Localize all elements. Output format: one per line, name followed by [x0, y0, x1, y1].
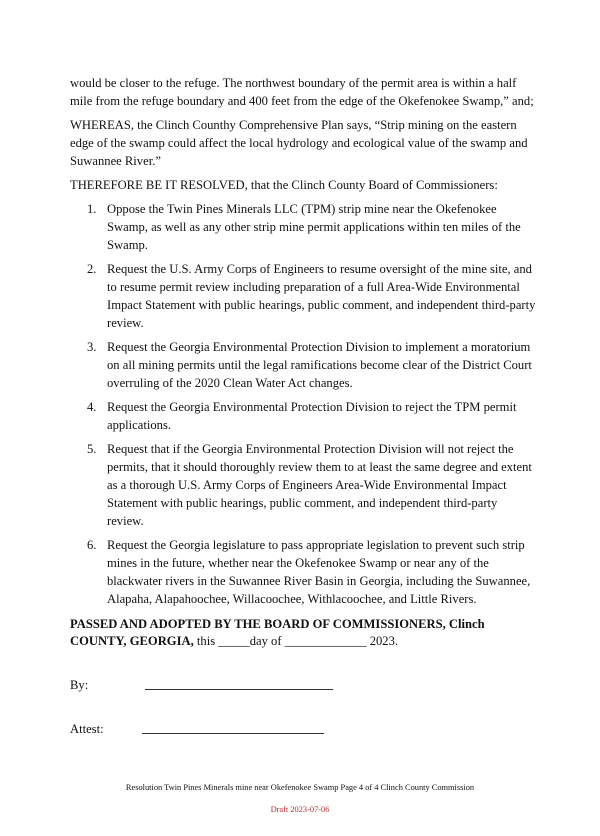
list-item: [70, 398, 536, 434]
item-number: 1.: [87, 202, 97, 216]
passed-bold: PASSED AND ADOPTED BY THE BOARD OF COMMISSIONERS, Clinch COUNTY, GEORGIA,: [70, 617, 485, 648]
item-text: Oppose the Twin Pines Minerals LLC (TPM) strip mine near the Okefenokee Swamp, as well as any other strip mine permit applications within ten miles of the Swamp.: [107, 202, 521, 252]
list-item: [70, 338, 536, 392]
item-text: Request the Georgia Environmental Protection Division to reject the TPM permit applications.: [107, 400, 517, 432]
item-text: Request the Georgia Environmental Protection Division to implement a moratorium on all mining permits until the legal ramifications become clear of the District Court overruling of the 2020 Clean Water Act changes.: [107, 340, 532, 390]
item-number: 6.: [87, 538, 97, 552]
therefore-paragraph: THEREFORE BE IT RESOLVED, that the Clinch County Board of Commissioners:: [70, 178, 498, 192]
document-body: [70, 0, 536, 836]
item-number: 4.: [87, 400, 97, 414]
page-footer: Resolution Twin Pines Minerals mine near Okefenokee Swamp Page 4 of 4 Clinch County Commission: [125, 783, 475, 792]
passed-adopted-statement: [70, 616, 536, 650]
attest-signature-line: [142, 733, 324, 734]
item-number: 2.: [87, 262, 97, 276]
by-label: By:: [70, 678, 89, 692]
draft-label: Draft 2023-07-06: [270, 805, 330, 814]
list-item: [70, 440, 536, 530]
by-signature-row: [70, 676, 536, 694]
by-signature-line: [145, 689, 333, 690]
list-item: [70, 536, 536, 608]
list-item: [70, 200, 536, 254]
intro-paragraph: would be closer to the refuge. The northwest boundary of the permit area is within a half mile from the refuge boundary and 400 feet from the edge of the Okefenokee Swamp,” and;: [70, 76, 534, 108]
resolution-list: [70, 200, 536, 608]
item-text: Request the Georgia legislature to pass appropriate legislation to prevent such strip mines in the future, whether near the Okefenokee Swamp or near any of the blackwater rivers in the Suwannee River Basin in Georgia, including the Suwannee, Alapaha, Alapahoochee, Willacoochee, Withlacoochee, and Little Rivers.: [107, 538, 531, 606]
passed-rest: this _____day of _____________ 2023.: [193, 634, 399, 648]
attest-label: Attest:: [70, 722, 104, 736]
whereas-paragraph: WHEREAS, the Clinch Counthy Comprehensive Plan says, “Strip mining on the eastern edge of the swamp could affect the local hydrology and ecological value of the swamp and Suwannee River.”: [70, 118, 528, 168]
item-number: 5.: [87, 442, 97, 456]
attest-signature-row: [70, 720, 536, 738]
item-number: 3.: [87, 340, 97, 354]
item-text: Request that if the Georgia Environmental Protection Division will not reject the permits, that it should thoroughly review them to at least the same degree and extent as a thorough U.S. Army Corps of Engineers Area-Wide Environmental Impact Statement with public hearings, public comment, and independent third-party review.: [107, 442, 532, 528]
list-item: [70, 260, 536, 332]
item-text: Request the U.S. Army Corps of Engineers to resume oversight of the mine site, and to resume permit review including preparation of a full Area-Wide Environmental Impact Statement with public hearings, public comment, and independent third-party review.: [107, 262, 536, 330]
